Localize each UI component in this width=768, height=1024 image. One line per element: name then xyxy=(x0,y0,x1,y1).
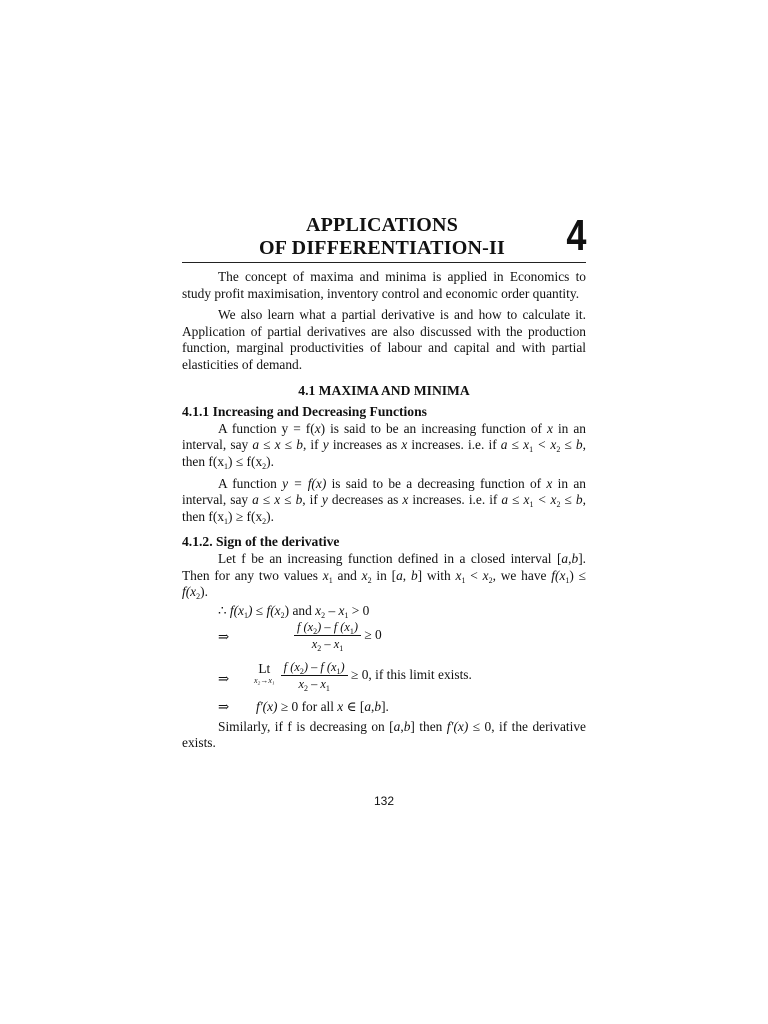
page-number: 132 xyxy=(373,794,395,808)
chapter-title xyxy=(182,214,586,262)
title-rule xyxy=(182,262,586,263)
section-heading: 4.1 MAXIMA AND MINIMA xyxy=(298,382,470,398)
chapter-title-line-2: OF DIFFERENTIATION-II xyxy=(259,237,505,259)
page-body xyxy=(182,269,586,752)
sign-derivative-paragraph: Let f be an increasing function defined in a closed interval [a,b]. Then for any two values $x_1$ and $x_2$ in [a, b] with $x_1 < x_2$, we have $f(x_1) \le f(x_2)$. xyxy=(182,550,586,602)
implies-symbol: ⇒ xyxy=(218,628,230,644)
decreasing-function-definition: A function y = f(x) is said to be a decreasing function of x in an interval, say a ≤ x ≤ b, if y decreases as x increases. i.e. if $a \le x_1 < x_2 \le b$, then $f(x_1) \ge f(x_2)$. xyxy=(182,475,586,526)
subsection-heading-4-1-2: 4.1.2. Sign of the derivative xyxy=(182,534,340,550)
derivation-step-4: ⇒ f′(x) ≥ 0 for all x ∈ [a,b]. xyxy=(218,698,389,714)
limit-operator: Lt x₂→x₁ xyxy=(254,661,275,686)
derivation-step-2: ⇒ $\frac{f (x_2) - f (x_1)}{x_2 - x_1}$ ≥ 0 xyxy=(218,619,382,653)
intro-paragraph-2: We also learn what a partial derivative is and how to calculate it. Application of partial derivatives are also discussed with the production function, marginal productivities of labour and capital and with partial elasticities of demand. xyxy=(182,307,586,372)
subsection-heading-4-1-1: 4.1.1 Increasing and Decreasing Functions xyxy=(182,404,427,420)
difference-quotient: $\frac{f (x_2) - f (x_1)}{x_2 - x_1}$ xyxy=(294,620,361,651)
derivation-step-3: ⇒ Lt x₂→x₁ $\frac{f (x_2) - f (x_1)}{x_2 - x_1}$ ≥ 0, if this limit exists. xyxy=(218,659,472,693)
chapter-title-line-1: APPLICATIONS xyxy=(305,214,459,236)
chapter-number: 4 xyxy=(565,211,586,260)
increasing-function-definition: A function y = f(x) is said to be an increasing function of x in an interval, say a ≤ x ≤ b, if y increases as x increases. i.e. if $a \le x_1 < x_2 \le b$, then $f(x_1) \le f(x_2)$. xyxy=(182,420,586,471)
limit-difference-quotient: $\frac{f (x_2) - f (x_1)}{x_2 - x_1}$ xyxy=(281,660,348,691)
derivation-step-1: ∴ $f(x_1) \le f(x_2)$ and $x_2 - x_1 > 0$ xyxy=(218,602,370,620)
intro-paragraph-1: The concept of maxima and minima is applied in Economics to study profit maximisation, inventory control and economic order quantity. xyxy=(182,269,586,301)
decreasing-derivative-paragraph: Similarly, if f is decreasing on [a,b] then f′(x) ≤ 0, if the derivative exists. xyxy=(182,718,586,751)
